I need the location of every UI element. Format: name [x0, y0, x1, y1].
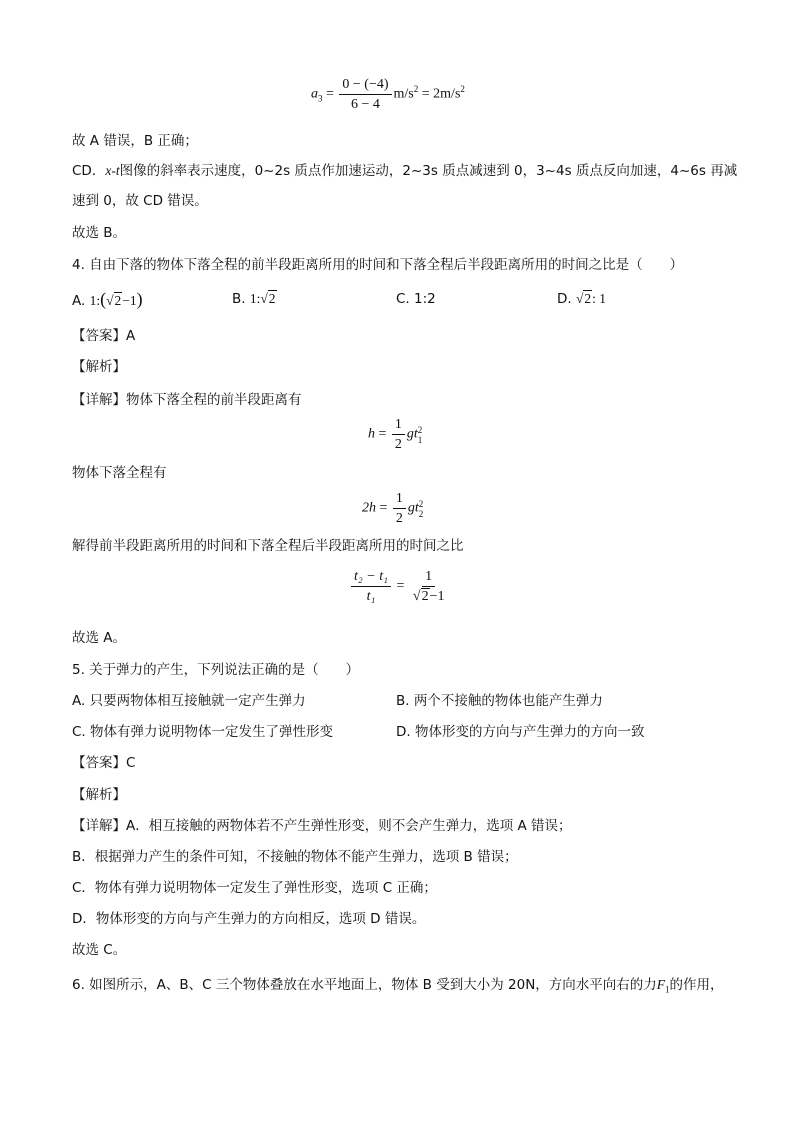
q4-option-c: C. 1:2: [396, 291, 436, 307]
eq-unit-sup: 2: [413, 84, 419, 95]
eq-unit: m/s: [393, 86, 414, 102]
eq-lhs: h: [368, 426, 375, 442]
eq-sup: 2: [417, 424, 423, 435]
radicand: 2: [268, 291, 276, 306]
equation-a3: $a_3$ = $\frac{0 - (-4)}{6 - 4}$ $m/s^2 = 2m/s^2$: [311, 77, 465, 112]
eq-numerator: t₂ − t₁: [351, 568, 391, 587]
eq-sup: 2: [418, 498, 424, 509]
q5-stem: 5. 关于弹力的产生，下列说法正确的是（ ）: [72, 662, 360, 678]
sqrt-symbol: √2: [106, 293, 122, 308]
q4-equation-1: h = $\frac{1}{2}$ gt 2 1: [368, 417, 423, 452]
force-sub: 1: [665, 984, 670, 995]
q5-detail-1: 【详解】A．相互接触的两物体若不产生弹性形变，则不会产生弹力，选项 A 错误；: [72, 818, 572, 834]
eq-fraction-right: [410, 568, 448, 605]
q6-stem: [72, 976, 724, 999]
eq-sub: 1: [417, 434, 423, 445]
sqrt-symbol: √2: [575, 291, 592, 306]
option-post: : 1: [592, 291, 607, 306]
q4-choose: 故选 A。: [72, 630, 127, 646]
eq-sub: 2: [418, 508, 424, 519]
q5-detail-2: B．根据弹力产生的条件可知，不接触的物体不能产生弹力，选项 B 错误；: [72, 849, 518, 865]
eq-rhs-var: gt: [407, 500, 419, 516]
q5-option-a: A. 只要两物体相互接触就一定产生弹力: [72, 693, 306, 709]
q5-option-d: D. 物体形变的方向与产生弹力的方向一致: [396, 724, 645, 740]
eq-numerator: 1: [392, 416, 405, 435]
eq-denominator: 6 − 4: [351, 97, 380, 112]
q5-choose: 故选 C。: [72, 942, 127, 958]
option-post: −1: [122, 293, 137, 308]
q4-equation-2: 2h = $\frac{1}{2}$ gt 2 2: [362, 491, 424, 526]
eq-denominator: 2: [394, 437, 402, 452]
q4-option-d: [557, 290, 606, 308]
q4-option-a: A. 1:(√2−1): [72, 289, 143, 309]
q3-line2: [72, 162, 737, 180]
radicand: 2: [114, 293, 122, 308]
eq-fraction: [393, 490, 406, 527]
eq-denominator: 2: [395, 511, 403, 526]
q3-line2-text: 图像的斜率表示速度，0~2s 质点作加速运动，2~3s 质点减速到 0，3~4s 质点反向加速，4~6s 再减: [119, 163, 738, 179]
q5-detail-3: C．物体有弹力说明物体一定发生了弹性形变，选项 C 正确；: [72, 880, 437, 896]
q4-stem: 4. 自由下落的物体下落全程的前半段距离所用的时间和下落全程后半段距离所用的时间之比是（ ）: [72, 257, 684, 273]
q4-mid: 物体下落全程有: [72, 465, 167, 481]
eq-denominator: √2−1: [412, 589, 445, 604]
option-pre: 1:: [249, 291, 261, 306]
q5-option-c: C. 物体有弹力说明物体一定发生了弹性形变: [72, 724, 334, 740]
eq-rhs: 2m/s: [433, 86, 461, 102]
q5-detail-4: D．物体形变的方向与产生弹力的方向相反，选项 D 错误。: [72, 911, 426, 927]
option-label: A.: [72, 293, 86, 309]
q3-line3: 速到 0，故 CD 错误。: [72, 193, 208, 209]
force-var: F: [656, 977, 666, 992]
q4-equation-3: $\frac{\text{t₂ − t₁}}{\text{t₁}}$ = $\frac{1}{√2-1}$: [349, 568, 449, 605]
eq-fraction: [392, 416, 405, 453]
q3-line1: 故 A 错误，B 正确；: [72, 133, 198, 149]
option-label: B.: [232, 291, 246, 307]
q4-answer: 【答案】A: [72, 328, 136, 344]
q3-line2-var: x-t: [105, 163, 120, 178]
q4-detail: 【详解】物体下落全程的前半段距离有: [72, 392, 302, 408]
q5-option-b: B. 两个不接触的物体也能产生弹力: [396, 693, 603, 709]
eq-rhs-sup: 2: [460, 84, 465, 95]
sqrt-symbol: √2: [260, 291, 276, 306]
q4-solve: 解得前半段距离所用的时间和下落全程后半段距离所用的时间之比: [72, 538, 464, 554]
q4-analysis: 【解析】: [72, 359, 126, 375]
eq-numerator: 0 − (−4): [339, 76, 391, 95]
radicand: 2: [421, 589, 429, 604]
q3-line4: 故选 B。: [72, 225, 127, 241]
q4-option-b: [232, 290, 277, 308]
q3-line2-prefix: CD．: [72, 163, 106, 179]
eq-denominator: t₁: [366, 589, 376, 604]
eq-var: a: [311, 86, 318, 102]
eq-fraction: [339, 76, 391, 113]
q6-stem-post: 的作用，: [669, 977, 724, 993]
eq-rhs-var: gt: [406, 426, 418, 442]
eq-fraction-left: [351, 568, 391, 605]
eq-numerator: 1: [422, 568, 435, 587]
q6-stem-pre: 6. 如图所示，A、B、C 三个物体叠放在水平地面上，物体 B 受到大小为 20N，方向水平向右的力: [72, 977, 657, 993]
option-pre: 1:: [89, 293, 101, 308]
eq-sub: 3: [318, 93, 323, 104]
q5-answer: 【答案】C: [72, 755, 136, 771]
option-label: D.: [557, 291, 572, 307]
eq-den-post: −1: [429, 589, 445, 604]
eq-numerator: 1: [393, 490, 406, 509]
eq-lhs: 2h: [362, 500, 376, 516]
q5-analysis: 【解析】: [72, 787, 126, 803]
eq-equals: =: [421, 86, 430, 102]
radicand: 2: [584, 291, 592, 306]
